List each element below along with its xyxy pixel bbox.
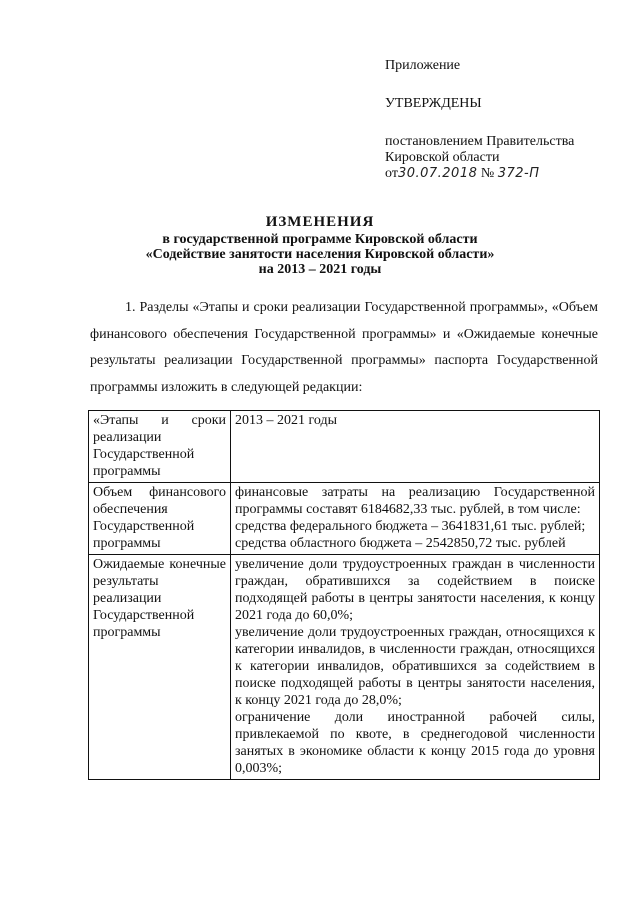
content-line: ограничение доли иностранной рабочей силы, привлекаемой по квоте, в среднегодовой численности занятых в экономике области к концу 2015 года до уровня 0,003%; xyxy=(235,710,595,776)
table-row xyxy=(89,483,600,555)
row-content xyxy=(231,483,600,555)
date-prefix: от xyxy=(385,166,398,181)
decree-reference xyxy=(385,134,625,182)
decree-line-1: постановлением Правительства xyxy=(385,134,575,149)
content-line: увеличение доли трудоустроенных граждан, относящихся к категории инвалидов, в численности граждан, относящихся к категории инвалидов, обратившихся за содействием в поиске подходящей работы в центры занятости населения, к концу 2021 года до 28,0%; xyxy=(235,625,595,708)
content-line: средства федерального бюджета – 3641831,61 тыс. рублей; xyxy=(235,519,586,534)
content-line: финансовые затраты на реализацию Государственной программы составят 6184682,33 тыс. рублей, в том числе: xyxy=(235,485,595,517)
title-main: ИЗМЕНЕНИЯ xyxy=(265,214,375,230)
decree-number: 372-П xyxy=(497,166,540,181)
row-content xyxy=(231,555,600,780)
row-content xyxy=(231,411,600,483)
intro-paragraph xyxy=(90,295,598,401)
passport-table xyxy=(88,410,600,780)
row-label: Объем финансового обеспечения Государственной программы xyxy=(89,483,231,555)
decree-line-2: Кировской области xyxy=(385,150,500,165)
content-line: увеличение доли трудоустроенных граждан в численности граждан, обратившихся за содействием в поиске подходящей работы в центры занятости населения, к концу 2021 года до 60,0%; xyxy=(235,557,595,623)
table-row xyxy=(89,411,600,483)
approved-label: УТВЕРЖДЕНЫ xyxy=(385,96,482,111)
intro-text: 1. Разделы «Этапы и сроки реализации Государственной программы», «Объем финансового обеспечения Государственной программы» и «Ожидаемые конечные результаты реализации Государственной программы» паспорта Государственной программы изложить в следующей редакции: xyxy=(90,300,598,395)
title-line-4: на 2013 – 2021 годы xyxy=(258,262,382,277)
content-line: средства областного бюджета – 2542850,72 тыс. рублей xyxy=(235,536,566,551)
appendix-label: Приложение xyxy=(385,58,461,73)
content-line: 2013 – 2021 годы xyxy=(235,413,338,428)
title-line-3: «Содействие занятости населения Кировской области» xyxy=(145,247,495,262)
decree-date-line xyxy=(385,166,625,182)
title-line-2: в государственной программе Кировской области xyxy=(162,232,478,247)
row-label: «Этапы и сроки реализации Государственной программы xyxy=(89,411,231,483)
approval-block xyxy=(385,58,625,182)
decree-date: 30.07.2018 xyxy=(397,166,478,181)
document-title xyxy=(0,215,640,277)
table-row xyxy=(89,555,600,780)
number-prefix: № xyxy=(480,166,495,181)
row-label: Ожидаемые конечные результаты реализации Государственной программы xyxy=(89,555,231,780)
